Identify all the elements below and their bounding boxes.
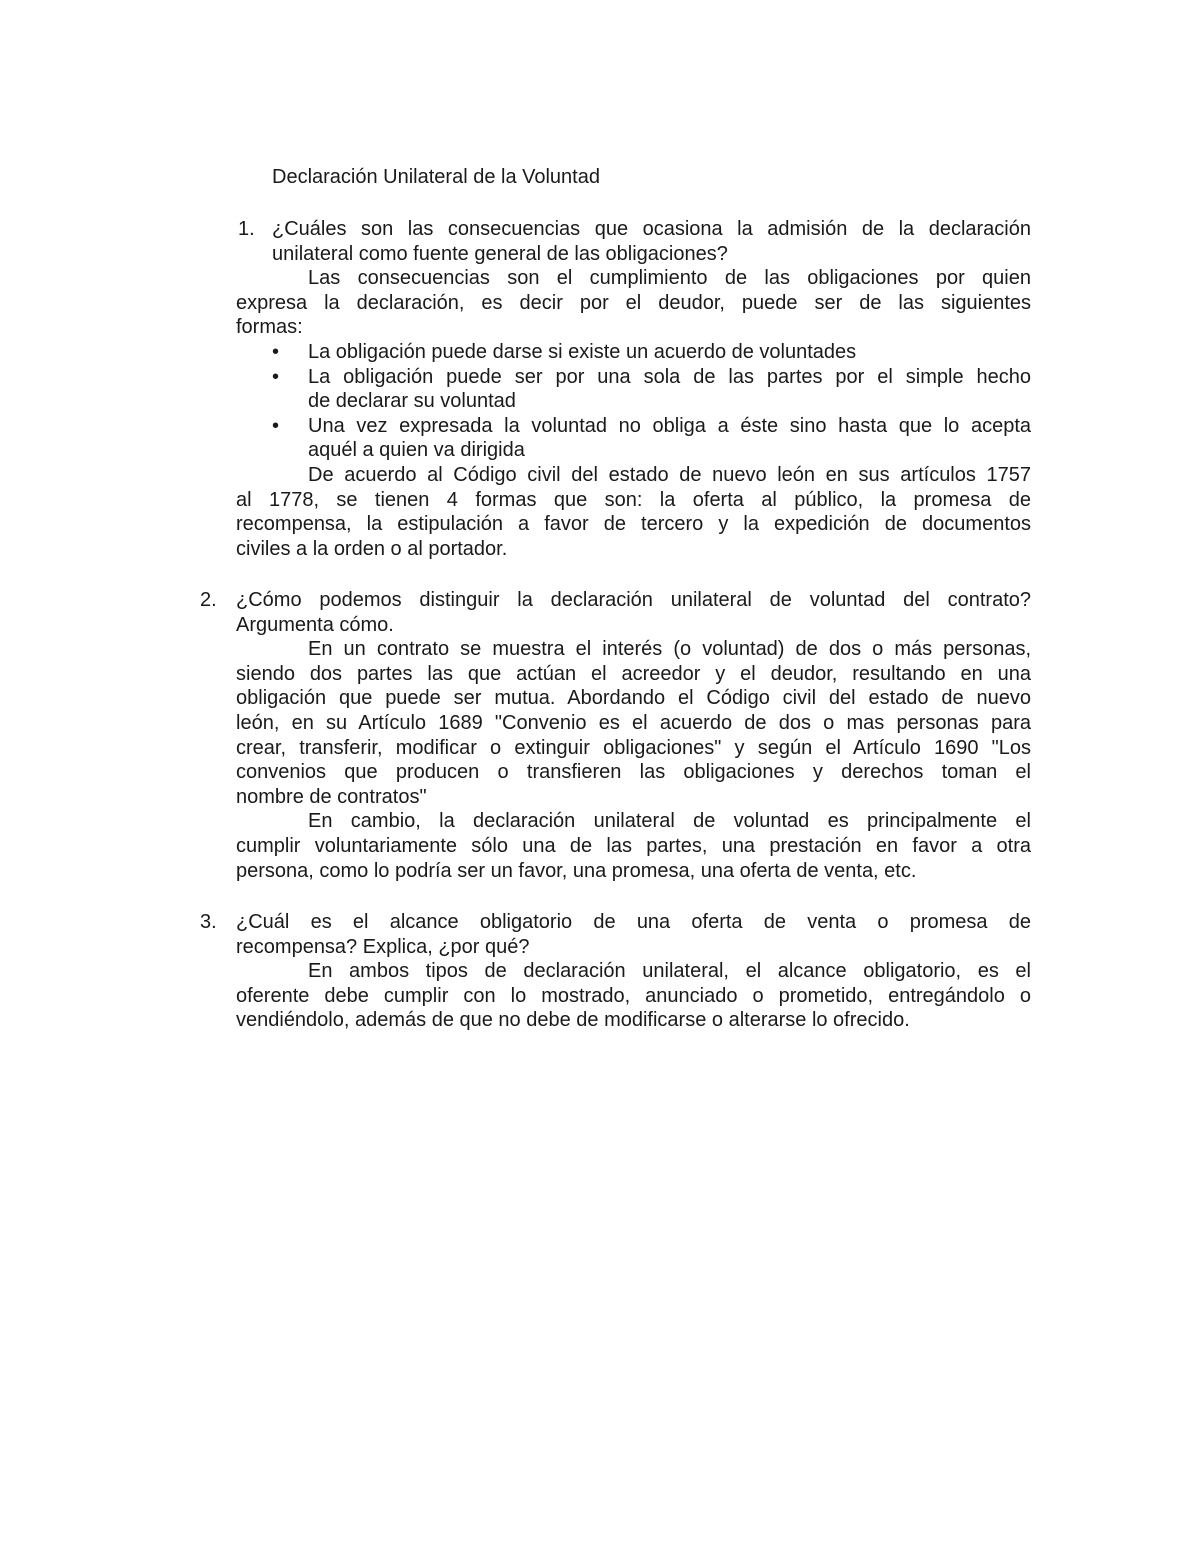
question-text [236, 588, 1031, 637]
question-number: 3. [200, 911, 217, 933]
bullet-line: aquél a quien va dirigida [308, 439, 525, 462]
bullet-icon: • [272, 365, 280, 388]
question-line: ¿Cuáles son las consecuencias que ocasiona la admisión de la declaración [272, 218, 1031, 240]
question-line: unilateral como fuente general de las obligaciones? [272, 242, 728, 265]
bullet-line: La obligación puede ser por una sola de las partes por el simple hecho [308, 365, 1031, 388]
answer-line: obligación que puede ser mutua. Abordando el Código civil del estado de nuevo [236, 687, 1031, 710]
question-line: ¿Cómo podemos distinguir la declaración unilateral de voluntad del contrato? [236, 589, 1031, 611]
answer-paragraph-1 [236, 959, 1031, 1033]
question-line: ¿Cuál es el alcance obligatorio de una oferta de venta o promesa de [236, 911, 1031, 933]
answer-line: Las consecuencias son el cumplimiento de las obligaciones por quien [308, 267, 1031, 290]
answer-line: cumplir voluntariamente sólo una de las partes, una prestación en favor a otra [236, 834, 1031, 857]
answer-line: recompensa, la estipulación a favor de tercero y la expedición de documentos [236, 513, 1031, 536]
question-text [236, 217, 1031, 266]
question-line: recompensa? Explica, ¿por qué? [236, 935, 530, 958]
bullet-icon: • [272, 414, 280, 437]
answer-line: formas: [236, 316, 303, 339]
document-title: Declaración Unilateral de la Voluntad [272, 166, 600, 188]
bullet-line: Una vez expresada la voluntad no obliga a éste sino hasta que lo acepta [308, 414, 1031, 437]
question-number: 1. [238, 218, 255, 240]
question-line: Argumenta cómo. [236, 613, 394, 636]
answer-line: león, en su Artículo 1689 "Convenio es el acuerdo de dos o mas personas para [236, 711, 1031, 734]
answer-line: vendiéndolo, además de que no debe de modificarse o alterarse lo ofrecido. [236, 1009, 910, 1032]
answer-line: convenios que producen o transfieren las obligaciones y derechos toman el [236, 761, 1031, 784]
bullet-item [236, 365, 1031, 414]
answer-intro [236, 266, 1031, 340]
question-text [236, 910, 1031, 959]
answer-paragraph-2 [236, 809, 1031, 883]
question-number: 2. [200, 589, 217, 611]
answer-outro [236, 463, 1031, 561]
answer-line: persona, como lo podría ser un favor, una promesa, una oferta de venta, etc. [236, 859, 917, 882]
bullet-item [236, 414, 1031, 463]
answer-line: En cambio, la declaración unilateral de voluntad es principalmente el [308, 810, 1031, 833]
bullet-line: de declarar su voluntad [308, 390, 516, 413]
answer-line: En ambos tipos de declaración unilateral, el alcance obligatorio, es el [308, 960, 1031, 983]
answer-line: oferente debe cumplir con lo mostrado, anunciado o prometido, entregándolo o [236, 984, 1031, 1007]
bullet-line: La obligación puede darse si existe un acuerdo de voluntades [308, 340, 857, 363]
answer-line: al 1778, se tienen 4 formas que son: la oferta al público, la promesa de [236, 488, 1031, 511]
answer-paragraph-1 [236, 637, 1031, 809]
bullet-item [236, 340, 1031, 365]
question-1-block [236, 217, 1031, 561]
question-2-block [200, 588, 1031, 883]
bullet-list [236, 340, 1031, 463]
answer-line: crear, transferir, modificar o extinguir obligaciones" y según el Artículo 1690 "Los [236, 736, 1031, 759]
answer-line: civiles a la orden o al portador. [236, 537, 508, 560]
answer-line: siendo dos partes las que actúan el acreedor y el deudor, resultando en una [236, 662, 1031, 685]
bullet-icon: • [272, 340, 280, 363]
answer-line: De acuerdo al Código civil del estado de nuevo león en sus artículos 1757 [308, 463, 1031, 486]
answer-line: expresa la declaración, es decir por el deudor, puede ser de las siguientes [236, 291, 1031, 314]
answer-line: nombre de contratos" [236, 785, 427, 808]
question-3-block [200, 910, 1031, 1033]
answer-line: En un contrato se muestra el interés (o voluntad) de dos o más personas, [308, 638, 1031, 661]
